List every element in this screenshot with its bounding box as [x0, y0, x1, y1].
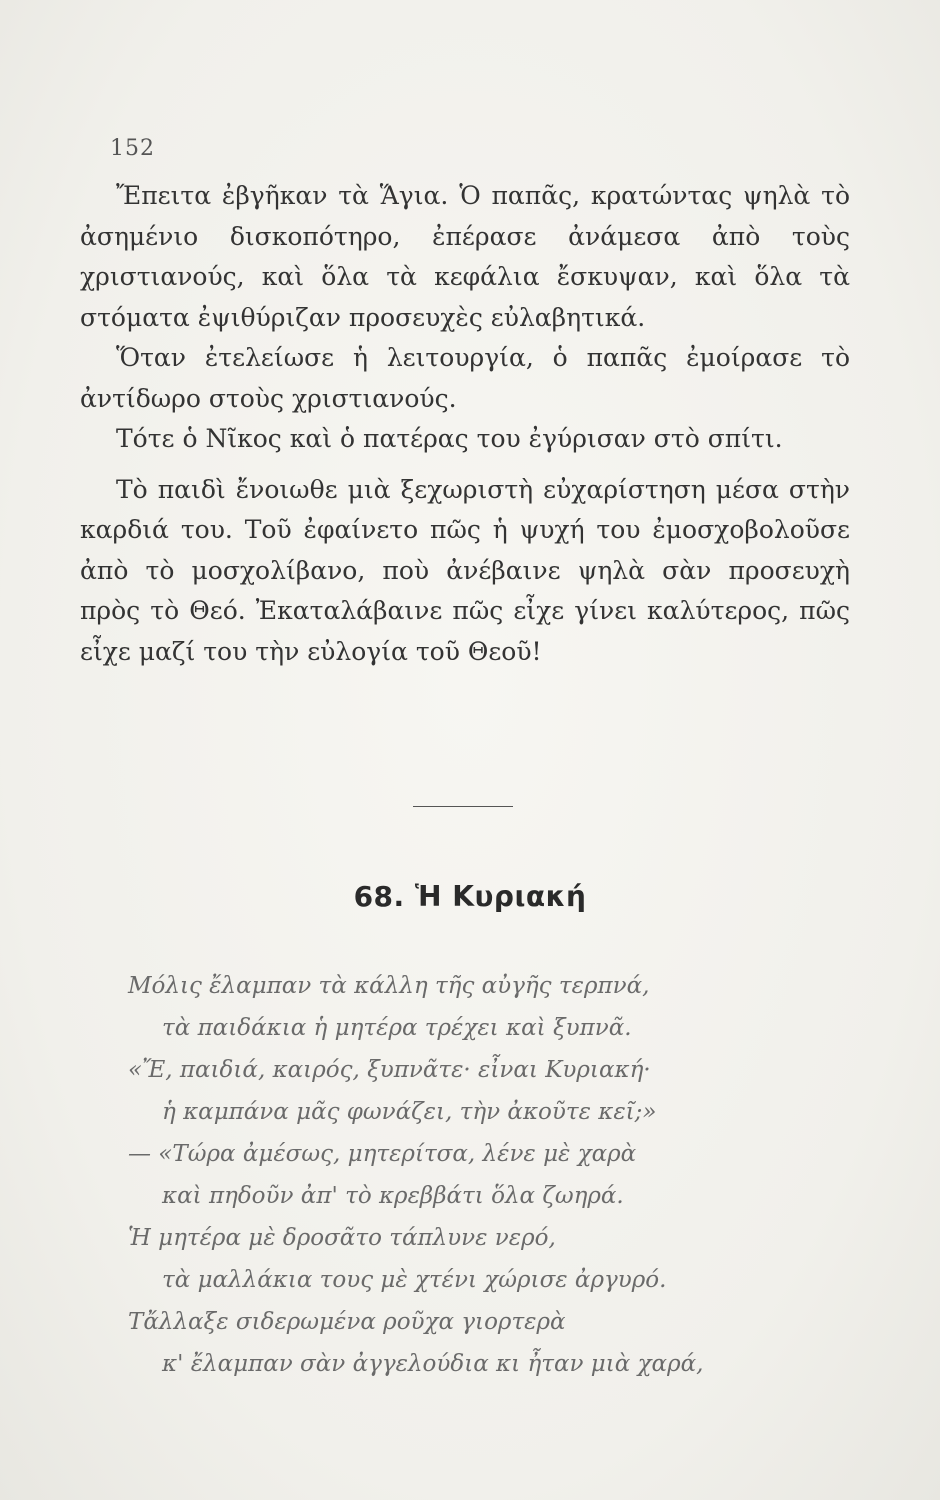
paragraph: Ὅταν ἐτελείωσε ἡ λειτουργία, ὁ παπᾶς ἐμοίρασε τὸ ἀντίδωρο στοὺς χριστιανούς. — [80, 343, 850, 413]
paragraph: Τότε ὁ Νῖκος καὶ ὁ πατέρας του ἐγύρισαν στὸ σπίτι. — [116, 424, 783, 453]
page-number: 152 — [110, 136, 155, 161]
paragraph: Τὸ παιδὶ ἔνοιωθε μιὰ ξεχωριστὴ εὐχαρίστηση μέσα στὴν καρδιά του. Τοῦ ἐφαίνετο πῶς ἡ ψυχή του ἐμοσχοβολοῦσε ἀπὸ τὸ μοσχολίβανο, ποὺ ἀνέβαινε ψηλὰ σὰν προσευχὴ πρὸς τὸ Θεό. Ἐκαταλάβαινε πῶς εἶχε γίνει καλύτερος, πῶς εἶχε μαζί του τὴν εὐλογία τοῦ Θεοῦ! — [80, 474, 850, 666]
poem — [128, 965, 848, 1385]
prose-body — [80, 176, 850, 672]
poem-line: — «Τώρα ἀμέσως, μητερίτσα, λένε μὲ χαρὰ — [128, 1141, 637, 1167]
poem-line: «Ἔ, παιδιά, καιρός, ξυπνᾶτε· εἶναι Κυριακή· — [128, 1057, 651, 1083]
poem-line: τὰ παιδάκια ἡ μητέρα τρέχει καὶ ξυπνᾶ. — [162, 1015, 632, 1041]
poem-line: Τἄλλαξε σιδερωμένα ροῦχα γιορτερὰ — [128, 1309, 566, 1335]
section-divider — [413, 806, 513, 807]
poem-line: κ' ἔλαμπαν σὰν ἀγγελούδια κι ἦταν μιὰ χαρά, — [162, 1351, 704, 1377]
poem-line: Μόλις ἔλαμπαν τὰ κάλλη τῆς αὐγῆς τερπνά, — [128, 973, 650, 999]
section-heading: 68. Ἡ Κυριακή — [353, 880, 587, 913]
poem-line: καὶ πηδοῦν ἀπ' τὸ κρεββάτι ὅλα ζωηρά. — [162, 1183, 624, 1209]
poem-line: ἡ καμπάνα μᾶς φωνάζει, τὴν ἀκοῦτε κεῖ;» — [162, 1099, 657, 1125]
paragraph: Ἔπειτα ἐβγῆκαν τὰ Ἅγια. Ὁ παπᾶς, κρατώντας ψηλὰ τὸ ἀσημένιο δισκοπότηρο, ἐπέρασε ἀνάμεσα ἀπὸ τοὺς χριστιανούς, καὶ ὅλα τὰ κεφάλια ἔσκυψαν, καὶ ὅλα τὰ στόματα ἐψιθύριζαν προσευχὲς εὐλαβητικά. — [80, 181, 850, 332]
poem-line: τὰ μαλλάκια τους μὲ χτένι χώρισε ἀργυρό. — [162, 1267, 667, 1293]
poem-line: Ἡ μητέρα μὲ δροσᾶτο τάπλυνε νερό, — [128, 1225, 556, 1251]
